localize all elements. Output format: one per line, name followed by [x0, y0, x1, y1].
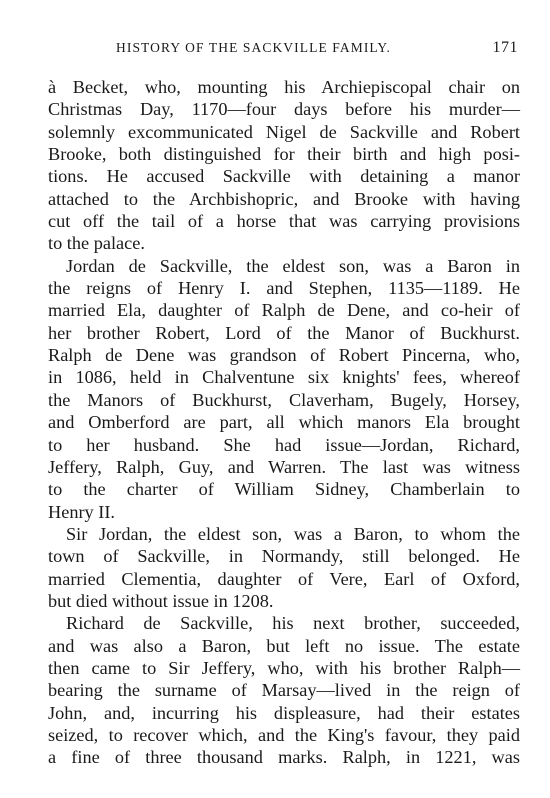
text-line: town of Sackville, in Normandy, still belonged. He: [48, 546, 520, 567]
text-line: married Clementia, daughter of Vere, Earl of Oxford,: [48, 568, 520, 589]
text-line: and was also a Baron, but left no issue. The estate: [48, 635, 520, 656]
text-line: à Becket, who, mounting his Archiepiscopal chair on: [48, 77, 520, 97]
text-line: to the palace.: [48, 233, 145, 254]
running-head: [48, 40, 518, 62]
text-line: solemnly excommunicated Nigel de Sackville and Robert: [48, 121, 520, 142]
text-line: Christmas Day, 1170—four days before his murder—: [48, 99, 520, 120]
text-line: a fine of three thousand marks. Ralph, in 1221, was: [48, 747, 520, 768]
text-line: cut off the tail of a horse that was carrying provisions: [48, 211, 520, 232]
text-line: then came to Sir Jeffery, who, with his brother Ralph—: [48, 657, 520, 678]
text-line: but died without issue in 1208.: [48, 590, 274, 611]
text-line: married Ela, daughter of Ralph de Dene, and co-heir of: [48, 300, 520, 321]
text-line: attached to the Archbishopric, and Brooke with having: [48, 188, 520, 209]
text-line: in 1086, held in Chalventune six knights' fees, whereof: [48, 367, 520, 388]
running-title: HISTORY OF THE SACKVILLE FAMILY.: [116, 40, 391, 55]
text-line: seized, to recover which, and the King's favour, they paid: [48, 724, 520, 745]
body-text: [48, 76, 520, 769]
text-line: Brooke, both distinguished for their birth and high posi-: [48, 144, 520, 165]
text-line: to the charter of William Sidney, Chamberlain to: [48, 479, 520, 500]
text-line: the reigns of Henry I. and Stephen, 1135—1189. He: [48, 278, 520, 299]
text-line: and Omberford are part, all which manors Ela brought: [48, 412, 520, 433]
text-line: Sir Jordan, the eldest son, was a Baron, to whom the: [66, 523, 520, 544]
text-line: Henry II.: [48, 501, 116, 522]
text-line: bearing the surname of Marsay—lived in the reign of: [48, 680, 520, 701]
page-number: 171: [492, 39, 518, 56]
text-line: Richard de Sackville, his next brother, succeeded,: [66, 613, 520, 634]
text-line: Jordan de Sackville, the eldest son, was a Baron in: [66, 255, 520, 276]
text-line: the Manors of Buckhurst, Claverham, Bugely, Horsey,: [48, 389, 520, 410]
text-line: tions. He accused Sackville with detaining a manor: [48, 166, 520, 187]
text-line: her brother Robert, Lord of the Manor of Buckhurst.: [48, 322, 520, 343]
text-line: John, and, incurring his displeasure, had their estates: [48, 702, 520, 723]
text-line: to her husband. She had issue—Jordan, Richard,: [48, 434, 520, 455]
text-line: Jeffery, Ralph, Guy, and Warren. The last was witness: [48, 456, 520, 477]
text-line: Ralph de Dene was grandson of Robert Pincerna, who,: [48, 345, 520, 366]
